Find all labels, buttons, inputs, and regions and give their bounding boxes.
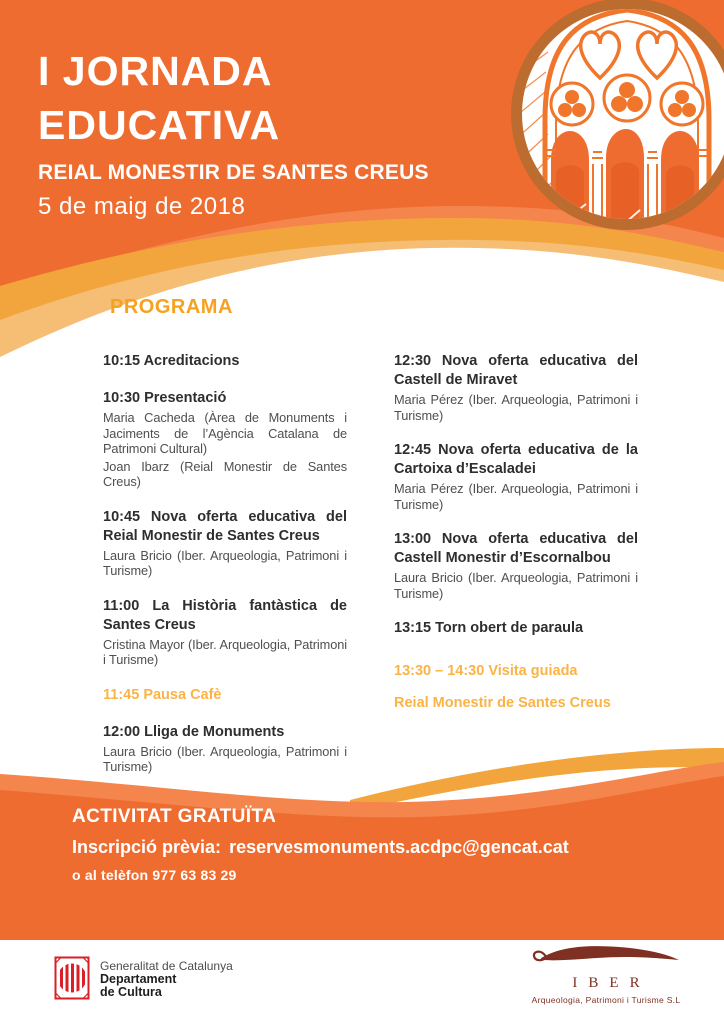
iber-logo-name: IBER xyxy=(572,975,651,991)
session-title: 13:00 Nova oferta educativa del Castell Monestir d’Escornalbou xyxy=(394,531,638,566)
free-activity-text: ACTIVITAT GRATUÏTA xyxy=(72,806,277,827)
session-title: 11:00 La Història fantàstica de Santes Creus xyxy=(103,597,347,633)
session-pausa-cafe xyxy=(103,686,347,705)
program-column-left xyxy=(103,352,347,793)
session-oferta-santes-creus xyxy=(103,508,347,579)
session-escornalbou xyxy=(394,530,638,601)
registration-label: Inscripció prèvia: xyxy=(72,837,222,857)
session-visita-guiada xyxy=(394,662,638,681)
session-escaladei xyxy=(394,441,638,512)
session-speaker: Laura Bricio (Iber. Arqueologia, Patrimoni i Turisme) xyxy=(394,570,638,601)
phone-line: o al telèfon 977 63 83 29 xyxy=(72,867,237,883)
session-title: 11:45 Pausa Cafè xyxy=(103,686,222,703)
poster-title-line2: EDUCATIVA xyxy=(38,102,281,148)
session-presentacio xyxy=(103,389,347,490)
session-speaker: Maria Pérez (Iber. Arqueologia, Patrimoni i Turisme) xyxy=(394,481,638,512)
registration-line xyxy=(72,837,569,858)
senyera-shield-icon xyxy=(54,956,90,1000)
iber-logo xyxy=(528,944,684,1005)
session-torn-obert xyxy=(394,619,638,638)
session-speaker: Maria Cacheda (Àrea de Monuments i Jaciments de l’Agència Catalana de Patrimoni Cultural) xyxy=(103,410,347,456)
falcata-sword-icon xyxy=(531,944,681,968)
session-title: 12:30 Nova oferta educativa del Castell de Miravet xyxy=(394,353,638,388)
session-speaker: Cristina Mayor (Iber. Arqueologia, Patrimoni i Turisme) xyxy=(103,636,347,667)
session-speaker: Maria Pérez (Iber. Arqueologia, Patrimoni i Turisme) xyxy=(394,392,638,423)
poster-subtitle: REIAL MONESTIR DE SANTES CREUS xyxy=(38,161,429,184)
session-title: 13:30 – 14:30 Visita guiada xyxy=(394,663,578,679)
session-title: 10:45 Nova oferta educativa del Reial Monestir de Santes Creus xyxy=(103,508,347,544)
generalitat-line3: de Cultura xyxy=(100,985,162,999)
registration-email: reservesmonuments.acdpc@gencat.cat xyxy=(229,837,569,857)
generalitat-line2: Departament xyxy=(100,972,177,986)
session-speaker: Laura Bricio (Iber. Arqueologia, Patrimoni i Turisme) xyxy=(103,547,347,578)
generalitat-line1: Generalitat de Catalunya xyxy=(100,959,233,973)
session-visita-guiada-location xyxy=(394,694,638,713)
generalitat-logo-text xyxy=(100,956,233,999)
session-title: 13:15 Torn obert de paraula xyxy=(394,620,584,636)
session-title: Reial Monestir de Santes Creus xyxy=(394,695,611,711)
program-heading: PROGRAMA xyxy=(110,296,233,318)
session-acreditacions xyxy=(103,352,347,371)
session-title: 12:00 Lliga de Monuments xyxy=(103,723,285,740)
session-historia-fantastica xyxy=(103,597,347,668)
session-miravet xyxy=(394,352,638,423)
generalitat-logo xyxy=(54,956,233,1000)
poster-title-line1: I JORNADA xyxy=(38,48,273,94)
session-title: 10:15 Acreditacions xyxy=(103,353,240,369)
event-date: 5 de maig de 2018 xyxy=(38,193,246,220)
program-column-right xyxy=(394,352,638,731)
iber-logo-tagline: Arqueologia, Patrimoni i Turisme S.L xyxy=(531,995,681,1005)
session-title: 12:45 Nova oferta educativa de la Cartoixa d’Escaladei xyxy=(394,442,638,477)
session-title: 10:30 Presentació xyxy=(103,390,227,406)
session-speaker: Joan Ibarz (Reial Monestir de Santes Creus) xyxy=(103,458,347,489)
session-speaker: Laura Bricio (Iber. Arqueologia, Patrimoni i Turisme) xyxy=(103,743,347,774)
